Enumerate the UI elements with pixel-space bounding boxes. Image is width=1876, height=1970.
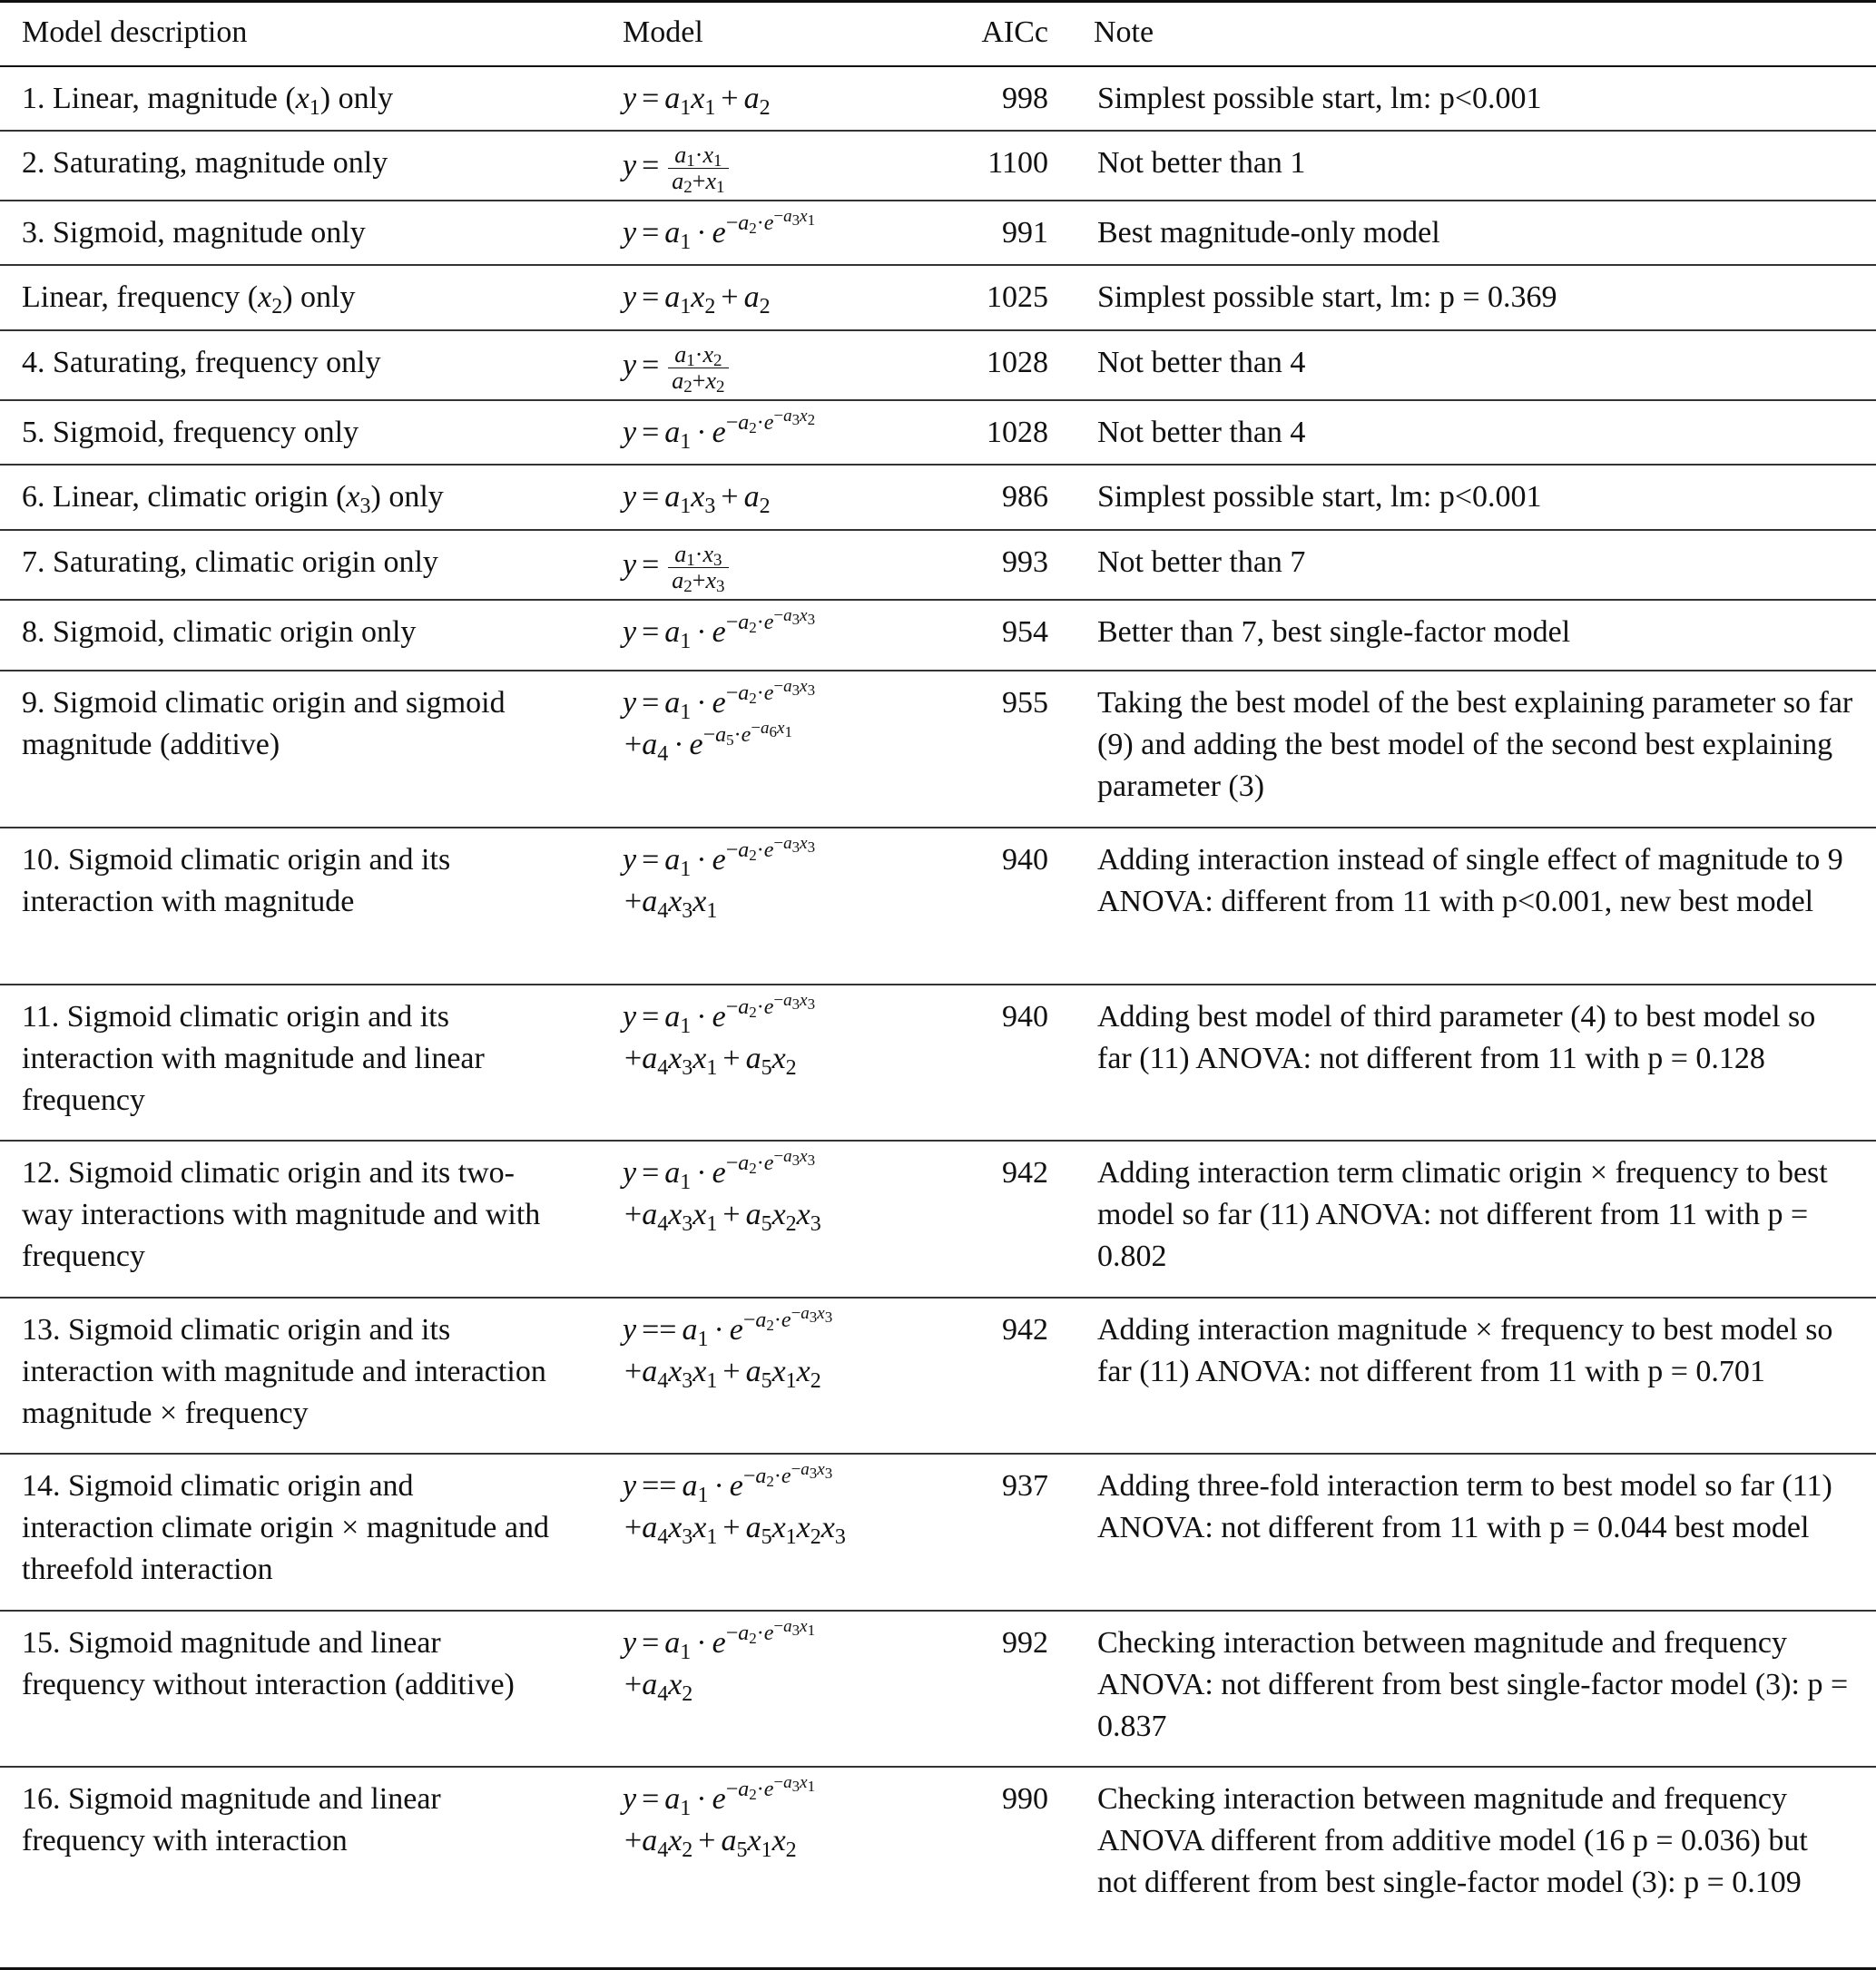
- model-note: Adding interaction term climatic origin × frequency to best model so far (11) ANOVA: not different from 11 with p = 0.802: [1072, 1141, 1876, 1298]
- model-description: 8. Sigmoid, climatic origin only: [0, 600, 586, 671]
- model-note: Not better than 4: [1072, 400, 1876, 466]
- table-row: [0, 1611, 1876, 1768]
- model-description: 7. Saturating, climatic origin only: [0, 530, 586, 600]
- table-row: [0, 201, 1876, 266]
- model-description: 16. Sigmoid magnitude and linear frequency with interaction: [0, 1767, 586, 1968]
- model-formula: $y = a_1 \cdot e^{-a_2\cdot e^{-a_3x_1}}$: [586, 201, 935, 266]
- aicc-value: 1100: [935, 131, 1072, 201]
- model-formula: $y = a_1 \cdot e^{-a_2\cdot e^{-a_3x_3}}$ $+a_4x_3x_1 + a_5x_2x_3$: [586, 1141, 935, 1298]
- header-aicc: AICc: [935, 2, 1072, 66]
- header-row: [0, 2, 1876, 66]
- model-description: Linear, frequency $(x_2)$ only: [0, 265, 586, 330]
- aicc-value: 998: [935, 66, 1072, 132]
- table-row: [0, 600, 1876, 671]
- header-model: Model: [586, 2, 935, 66]
- aicc-value: 954: [935, 600, 1072, 671]
- model-description: 9. Sigmoid climatic origin and sigmoid magnitude (additive): [0, 671, 586, 828]
- model-description: 14. Sigmoid climatic origin and interaction climate origin × magnitude and threefold interaction: [0, 1454, 586, 1611]
- model-formula: $y = a_1x_2 + a_2$: [586, 265, 935, 330]
- model-description: 2. Saturating, magnitude only: [0, 131, 586, 201]
- model-formula: $y = a_1 \cdot e^{-a_2\cdot e^{-a_3x_1}}$ $+a_4x_2 + a_5x_1x_2$: [586, 1767, 935, 1968]
- aicc-value: 937: [935, 1454, 1072, 1611]
- table-row: [0, 530, 1876, 600]
- table-row: [0, 1141, 1876, 1298]
- model-note: Simplest possible start, lm: p<0.001: [1072, 465, 1876, 530]
- model-formula: y = $\frac{a_1\cdot x_1}{a_2+x_1}$: [586, 131, 935, 201]
- aicc-value: 990: [935, 1767, 1072, 1968]
- model-formula: $y = a_1 \cdot e^{-a_2\cdot e^{-a_3x_2}}$: [586, 400, 935, 466]
- header-note: Note: [1072, 2, 1876, 66]
- model-note: Not better than 7: [1072, 530, 1876, 600]
- model-note: Adding interaction magnitude × frequency to best model so far (11) ANOVA: not different from 11 with p = 0.701: [1072, 1298, 1876, 1455]
- table-row: [0, 131, 1876, 201]
- aicc-value: 942: [935, 1298, 1072, 1455]
- model-description: 15. Sigmoid magnitude and linear frequency without interaction (additive): [0, 1611, 586, 1768]
- model-description: 11. Sigmoid climatic origin and its interaction with magnitude and linear frequency: [0, 985, 586, 1142]
- aicc-value: 1028: [935, 400, 1072, 466]
- model-note: Not better than 1: [1072, 131, 1876, 201]
- model-formula: $y = a_1 \cdot e^{-a_2\cdot e^{-a_3x_3}}$ $+a_4 \cdot e^{-a_5\cdot e^{-a_6x_1}}$: [586, 671, 935, 828]
- aicc-value: 940: [935, 828, 1072, 985]
- table-row: [0, 265, 1876, 330]
- model-description: 10. Sigmoid climatic origin and its interaction with magnitude: [0, 828, 586, 985]
- aicc-value: 942: [935, 1141, 1072, 1298]
- model-formula: $y = a_1x_1 + a_2$: [586, 66, 935, 132]
- table-row: [0, 465, 1876, 530]
- model-note: Checking interaction between magnitude and frequency ANOVA: not different from best single-factor model (3): p = 0.837: [1072, 1611, 1876, 1768]
- model-formula: y = $\frac{a_1\cdot x_2}{a_2+x_2}$: [586, 330, 935, 400]
- model-note: Checking interaction between magnitude and frequency ANOVA different from additive model (16 p = 0.036) but not different from best single-factor model (3): p = 0.109: [1072, 1767, 1876, 1968]
- model-formula: $y = a_1 \cdot e^{-a_2\cdot e^{-a_3x_1}}$ $+a_4x_2$: [586, 1611, 935, 1768]
- model-formula: $y == a_1 \cdot e^{-a_2\cdot e^{-a_3x_3}}$ $+a_4x_3x_1 + a_5x_1x_2x_3$: [586, 1454, 935, 1611]
- model-note: Not better than 4: [1072, 330, 1876, 400]
- model-note: Adding best model of third parameter (4) to best model so far (11) ANOVA: not different from 11 with p = 0.128: [1072, 985, 1876, 1142]
- table-row: [0, 1767, 1876, 1968]
- model-description: 1. Linear, magnitude $(x_1)$ only: [0, 66, 586, 132]
- table-row: [0, 671, 1876, 828]
- table-row: [0, 66, 1876, 132]
- aicc-value: 940: [935, 985, 1072, 1142]
- table-row: [0, 400, 1876, 466]
- model-note: Simplest possible start, lm: p<0.001: [1072, 66, 1876, 132]
- aicc-value: 992: [935, 1611, 1072, 1768]
- table-row: [0, 985, 1876, 1142]
- table-row: [0, 330, 1876, 400]
- model-description: 6. Linear, climatic origin $(x_3)$ only: [0, 465, 586, 530]
- table-row: [0, 828, 1876, 985]
- model-note: Simplest possible start, lm: p = 0.369: [1072, 265, 1876, 330]
- aicc-value: 986: [935, 465, 1072, 530]
- aicc-value: 1028: [935, 330, 1072, 400]
- model-note: Best magnitude-only model: [1072, 201, 1876, 266]
- model-formula: $y == a_1 \cdot e^{-a_2\cdot e^{-a_3x_3}}$ $+a_4x_3x_1 + a_5x_1x_2$: [586, 1298, 935, 1455]
- header-model-description: Model description: [0, 2, 586, 66]
- aicc-value: 993: [935, 530, 1072, 600]
- aicc-value: 1025: [935, 265, 1072, 330]
- model-formula: $y = a_1 \cdot e^{-a_2\cdot e^{-a_3x_3}}$: [586, 600, 935, 671]
- model-formula: $y = a_1 \cdot e^{-a_2\cdot e^{-a_3x_3}}$ $+a_4x_3x_1$: [586, 828, 935, 985]
- model-formula: y = $\frac{a_1\cdot x_3}{a_2+x_3}$: [586, 530, 935, 600]
- model-description: 12. Sigmoid climatic origin and its two-way interactions with magnitude and with frequency: [0, 1141, 586, 1298]
- model-formula: $y = a_1 \cdot e^{-a_2\cdot e^{-a_3x_3}}$ $+a_4x_3x_1 + a_5x_2$: [586, 985, 935, 1142]
- table-row: [0, 1454, 1876, 1611]
- model-description: 5. Sigmoid, frequency only: [0, 400, 586, 466]
- model-description: 4. Saturating, frequency only: [0, 330, 586, 400]
- model-note: Adding interaction instead of single effect of magnitude to 9 ANOVA: different from 11 with p<0.001, new best model: [1072, 828, 1876, 985]
- model-note: Better than 7, best single-factor model: [1072, 600, 1876, 671]
- model-note: Taking the best model of the best explaining parameter so far (9) and adding the best model of the second best explaining parameter (3): [1072, 671, 1876, 828]
- model-description: 13. Sigmoid climatic origin and its interaction with magnitude and interaction magnitude × frequency: [0, 1298, 586, 1455]
- aicc-value: 991: [935, 201, 1072, 266]
- table-row: [0, 1298, 1876, 1455]
- model-note: Adding three-fold interaction term to best model so far (11) ANOVA: not different from 11 with p = 0.044 best model: [1072, 1454, 1876, 1611]
- aicc-value: 955: [935, 671, 1072, 828]
- model-formula: $y = a_1x_3 + a_2$: [586, 465, 935, 530]
- model-description: 3. Sigmoid, magnitude only: [0, 201, 586, 266]
